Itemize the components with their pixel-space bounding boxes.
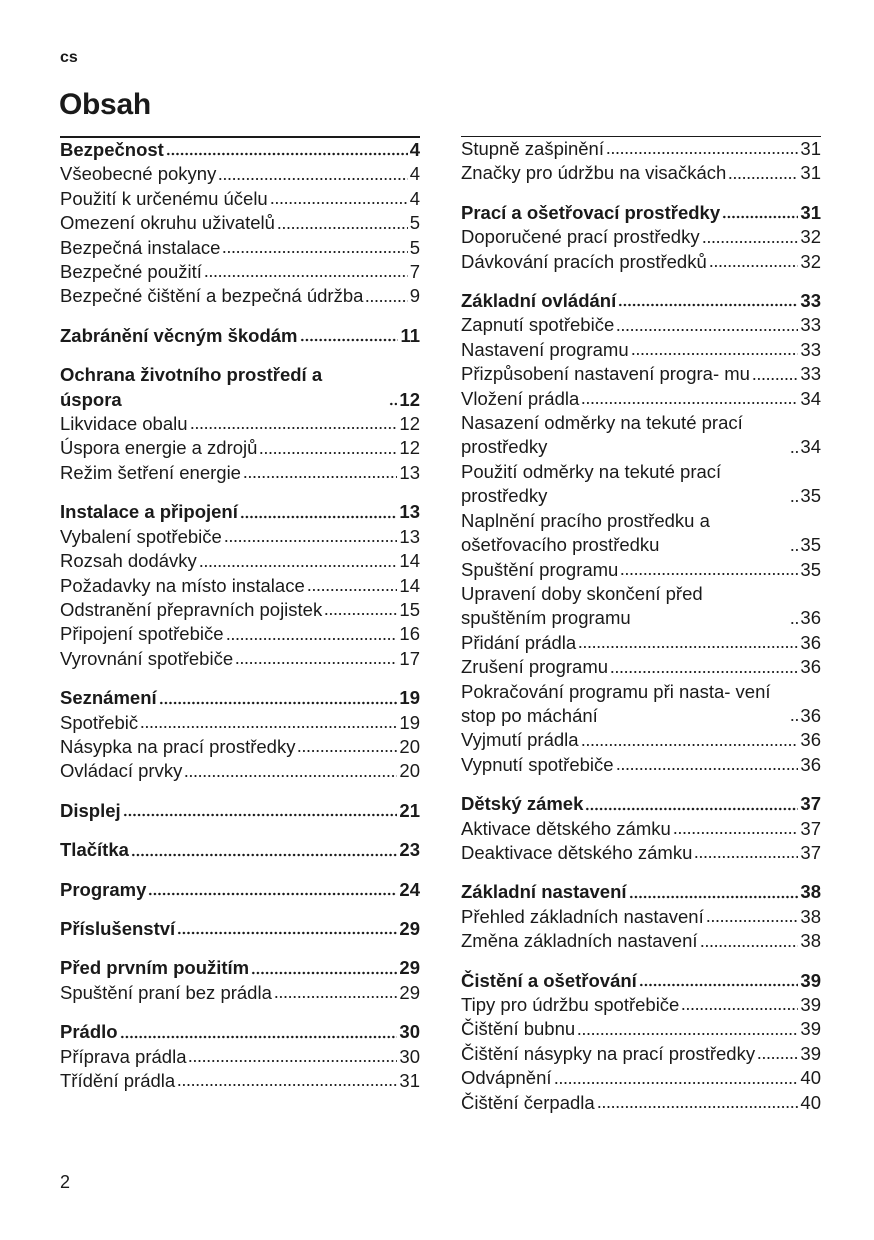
- dot-leader: [148, 892, 397, 896]
- toc-entry[interactable]: [60, 759, 420, 783]
- toc-entry-page: 33: [800, 314, 821, 336]
- toc-entry-title: Vyjmutí prádla: [461, 729, 579, 751]
- dot-leader: [578, 645, 798, 649]
- toc-entry-page: 4: [409, 163, 420, 185]
- toc-heading-entry[interactable]: [60, 363, 420, 412]
- dot-leader: [190, 426, 398, 430]
- dot-leader: [218, 177, 407, 181]
- toc-entry[interactable]: [60, 647, 420, 671]
- toc-entry-page: 13: [399, 525, 420, 547]
- dot-leader: [790, 450, 798, 454]
- dot-leader: [240, 515, 398, 519]
- toc-entry-title: Prádlo: [60, 1021, 118, 1043]
- dot-leader: [694, 855, 798, 859]
- toc-entry[interactable]: [461, 313, 821, 337]
- toc-entry[interactable]: [461, 753, 821, 777]
- toc-entry-title: Displej: [60, 799, 121, 821]
- toc-entry-title: Příslušenství: [60, 917, 176, 939]
- toc-entry-page: 39: [800, 994, 821, 1015]
- dot-leader: [673, 831, 799, 835]
- toc-heading-entry[interactable]: [60, 838, 420, 862]
- dot-leader: [120, 1035, 398, 1039]
- toc-entry[interactable]: [60, 412, 420, 436]
- toc-entry-page: 11: [400, 324, 420, 346]
- toc-entry-page: 34: [800, 387, 821, 409]
- dot-leader: [243, 475, 397, 479]
- toc-entry[interactable]: [461, 929, 821, 953]
- toc-entry-title: Nasazení odměrky na tekuté prací prostředky: [461, 412, 743, 458]
- dot-leader: [251, 971, 397, 975]
- toc-entry[interactable]: [461, 161, 821, 185]
- toc-entry-title: Před prvním použitím: [60, 957, 250, 979]
- dot-leader: [639, 983, 799, 987]
- toc-entry-page: 12: [399, 413, 420, 435]
- toc-entry-page: 29: [399, 981, 420, 1003]
- dot-leader: [700, 944, 799, 948]
- toc-entry[interactable]: [461, 558, 821, 582]
- toc-entry[interactable]: [461, 993, 821, 1017]
- toc-entry-title: Zapnutí spotřebiče: [461, 314, 615, 336]
- toc-entry-title: Seznámení: [60, 687, 157, 709]
- toc-entry-page: 37: [800, 817, 821, 839]
- dot-leader: [300, 338, 399, 342]
- toc-entry-page: 30: [399, 1021, 420, 1043]
- toc-entry-title: Zabránění věcným škodám: [60, 324, 298, 346]
- toc-section: [60, 956, 420, 1020]
- toc-entry-title: Vybalení spotřebiče: [60, 525, 222, 547]
- toc-entry-page: 14: [399, 550, 420, 572]
- toc-entry[interactable]: [60, 598, 420, 622]
- toc-entry[interactable]: [60, 525, 420, 549]
- dot-leader: [620, 572, 798, 576]
- toc-entry-page: 31: [800, 201, 821, 223]
- toc-section: [60, 878, 420, 917]
- toc-entry-page: 23: [399, 839, 420, 861]
- dot-leader: [606, 151, 798, 155]
- dot-leader: [270, 201, 408, 205]
- toc-entry-title: Dávkování pracích prostředků: [461, 250, 707, 272]
- toc-entry-page: 36: [800, 753, 821, 775]
- toc-heading-entry[interactable]: [60, 138, 420, 162]
- dot-leader: [389, 402, 397, 406]
- dot-leader: [722, 215, 798, 219]
- toc-heading-entry[interactable]: [461, 289, 821, 313]
- toc-entry-title: Požadavky na místo instalace: [60, 574, 305, 596]
- toc-entry-title: Tipy pro údržbu spotřebiče: [461, 994, 680, 1015]
- toc-entry-title: Stupně zašpinění: [461, 138, 604, 159]
- dot-leader: [159, 701, 398, 705]
- toc-entry-title: Základní nastavení: [461, 881, 627, 903]
- toc-section: [60, 138, 420, 324]
- toc-entry-page: 33: [800, 363, 821, 385]
- toc-entry[interactable]: [60, 549, 420, 573]
- toc-entry-title: Spotřebič: [60, 711, 139, 733]
- toc-entry-page: 36: [800, 631, 821, 653]
- dot-leader: [752, 377, 798, 381]
- dot-leader: [226, 637, 398, 641]
- toc-entry-page: 4: [409, 187, 420, 209]
- toc-entry-title: Zrušení programu: [461, 656, 609, 678]
- dot-leader: [706, 919, 799, 923]
- dot-leader: [616, 767, 799, 771]
- toc-entry-title: Odstranění přepravních pojistek: [60, 598, 323, 620]
- toc-entry-page: 4: [409, 139, 420, 160]
- dot-leader: [222, 250, 407, 254]
- dot-leader: [597, 1105, 799, 1109]
- toc-entry[interactable]: [60, 1069, 420, 1093]
- dot-leader: [140, 725, 397, 729]
- dot-leader: [131, 853, 398, 857]
- toc-entry-title: Bezpečné použití: [60, 261, 202, 283]
- toc-section: [60, 838, 420, 877]
- page-number: 2: [60, 1172, 71, 1192]
- toc-entry-title: Připojení spotřebiče: [60, 623, 224, 645]
- toc-entry-page: 5: [409, 212, 420, 234]
- toc-entry-title: Čištění bubnu: [461, 1018, 576, 1040]
- toc-entry-page: 29: [399, 917, 420, 939]
- toc-entry[interactable]: [461, 817, 821, 841]
- toc-entry-page: 39: [800, 969, 821, 991]
- toc-entry-page: 32: [800, 250, 821, 272]
- toc-entry-title: Omezení okruhu uživatelů: [60, 212, 275, 234]
- toc-section: [60, 324, 420, 363]
- dot-leader: [204, 274, 408, 278]
- toc-right-column: [461, 136, 821, 1130]
- toc-entry-page: 17: [399, 647, 420, 669]
- toc-entry-page: 5: [409, 236, 420, 258]
- toc-entry-page: 31: [800, 162, 821, 184]
- toc-entry[interactable]: [461, 460, 821, 509]
- toc-entry-page: 19: [399, 711, 420, 733]
- toc-entry-title: Spuštění programu: [461, 558, 619, 580]
- toc-entry[interactable]: [461, 338, 821, 362]
- dot-leader: [297, 749, 397, 753]
- dot-leader: [709, 264, 799, 268]
- toc-entry-page: 20: [399, 760, 420, 782]
- dot-leader: [577, 1032, 798, 1036]
- toc-entry-title: Bezpečné čištění a bezpečná údržba: [60, 285, 364, 307]
- toc-entry-title: Bezpečnost: [60, 139, 164, 160]
- toc-entry-page: 37: [800, 841, 821, 863]
- toc-entry-title: Přehled základních nastavení: [461, 905, 704, 927]
- dot-leader: [631, 352, 799, 356]
- toc-entry-title: Vyrovnání spotřebiče: [60, 647, 234, 669]
- toc-entry-title: Dětský zámek: [461, 793, 584, 815]
- toc-entry-page: 40: [800, 1091, 821, 1113]
- toc-entry-title: Úspora energie a zdrojů: [60, 437, 258, 459]
- dot-leader: [790, 718, 798, 722]
- toc-entry-page: 9: [409, 285, 420, 307]
- toc-entry-page: 13: [399, 461, 420, 483]
- toc-entry-title: Všeobecné pokyny: [60, 163, 217, 185]
- toc-entry-page: 24: [399, 878, 420, 900]
- toc-heading-entry[interactable]: [60, 500, 420, 524]
- toc-entry[interactable]: [60, 735, 420, 759]
- toc-entry-title: Třídění prádla: [60, 1070, 176, 1091]
- dot-leader: [224, 539, 398, 543]
- toc-entry-title: Odvápnění: [461, 1067, 552, 1089]
- toc-entry-page: 32: [800, 226, 821, 248]
- toc-entry-title: Pokračování programu při nasta- vení stop po máchání: [461, 680, 771, 726]
- toc-entry-title: Deaktivace dětského zámku: [461, 841, 693, 863]
- dot-leader: [199, 564, 398, 568]
- toc-entry-title: Aktivace dětského zámku: [461, 817, 671, 839]
- dot-leader: [790, 621, 798, 625]
- toc-section: [461, 792, 821, 880]
- dot-leader: [618, 303, 798, 307]
- toc-entry[interactable]: [60, 622, 420, 646]
- toc-entry-title: Čištění násypky na prací prostředky: [461, 1042, 756, 1064]
- toc-entry[interactable]: [461, 250, 821, 274]
- toc-entry-page: 14: [399, 574, 420, 596]
- toc-heading-entry[interactable]: [60, 878, 420, 902]
- toc-entry[interactable]: [461, 841, 821, 865]
- toc-entry-page: 33: [800, 290, 821, 312]
- toc-entry-title: Spuštění praní bez prádla: [60, 981, 272, 1003]
- toc-entry-title: Násypka na prací prostředky: [60, 735, 296, 757]
- toc-entry-page: 39: [800, 1042, 821, 1064]
- toc-entry-title: Naplnění pracího prostředku a ošetřovacího prostředku: [461, 509, 710, 556]
- dot-leader: [166, 152, 408, 156]
- toc-entry-page: 36: [800, 729, 821, 751]
- toc-entry-page: 29: [399, 957, 420, 979]
- toc-entry-page: 38: [800, 881, 821, 903]
- toc-entry-page: 21: [399, 799, 420, 821]
- toc-entry[interactable]: [461, 680, 821, 729]
- language-code: cs: [60, 49, 78, 66]
- toc-entry-title: Ochrana životního prostředí a úspora: [60, 364, 323, 410]
- toc-entry-page: 31: [800, 138, 821, 159]
- toc-entry-page: 19: [399, 687, 420, 709]
- dot-leader: [629, 895, 799, 899]
- dot-leader: [324, 612, 397, 616]
- dot-leader: [581, 401, 798, 405]
- toc-heading-entry[interactable]: [461, 792, 821, 816]
- toc-entry-page: 15: [399, 598, 420, 620]
- toc-entry[interactable]: [60, 436, 420, 460]
- toc-entry-page: 31: [399, 1070, 420, 1091]
- toc-section: [60, 799, 420, 838]
- page-title: Obsah: [59, 88, 151, 121]
- dot-leader: [235, 661, 397, 665]
- toc-entry-page: 35: [800, 485, 821, 507]
- toc-entry[interactable]: [461, 137, 821, 161]
- toc-entry[interactable]: [461, 1017, 821, 1041]
- toc-entry-page: 34: [800, 436, 821, 458]
- dot-leader: [188, 1059, 397, 1063]
- toc-entry-title: Doporučené prací prostředky: [461, 226, 700, 248]
- toc-entry[interactable]: [461, 582, 821, 631]
- toc-entry[interactable]: [461, 631, 821, 655]
- dot-leader: [610, 670, 798, 674]
- toc-heading-entry[interactable]: [60, 1020, 420, 1044]
- toc-left-column: [60, 136, 420, 1108]
- toc-entry-title: Vypnutí spotřebiče: [461, 753, 614, 775]
- toc-entry[interactable]: [60, 284, 420, 308]
- dot-leader: [681, 1007, 798, 1011]
- toc-entry-title: Použití k určenému účelu: [60, 187, 268, 209]
- toc-entry[interactable]: [461, 411, 821, 460]
- toc-heading-entry[interactable]: [60, 956, 420, 980]
- toc-entry[interactable]: [461, 362, 821, 386]
- toc-section: [461, 201, 821, 289]
- toc-entry[interactable]: [461, 1091, 821, 1115]
- toc-entry[interactable]: [461, 1042, 821, 1066]
- dot-leader: [554, 1081, 799, 1085]
- toc-entry[interactable]: [60, 260, 420, 284]
- toc-entry-title: Režim šetření energie: [60, 461, 241, 483]
- toc-entry-title: Vložení prádla: [461, 387, 580, 409]
- dot-leader: [757, 1056, 798, 1060]
- toc-entry-title: Příprava prádla: [60, 1045, 187, 1067]
- toc-section: [461, 289, 821, 792]
- toc-entry-page: 38: [800, 905, 821, 927]
- toc-entry[interactable]: [60, 211, 420, 235]
- toc-entry-title: Likvidace obalu: [60, 413, 188, 435]
- toc-entry-page: 35: [800, 558, 821, 580]
- dot-leader: [177, 931, 397, 935]
- toc-entry-page: 12: [399, 437, 420, 459]
- dot-leader: [581, 743, 799, 747]
- toc-entry-title: Upravení doby skončení před spuštěním programu: [461, 582, 703, 629]
- toc-entry-page: 39: [800, 1018, 821, 1040]
- toc-entry[interactable]: [60, 461, 420, 485]
- toc-heading-entry[interactable]: [461, 201, 821, 225]
- toc-entry[interactable]: [461, 655, 821, 679]
- toc-entry-title: Prací a ošetřovací prostředky: [461, 201, 721, 223]
- dot-leader: [177, 1083, 397, 1087]
- toc-heading-entry[interactable]: [60, 324, 420, 348]
- toc-entry-title: Přidání prádla: [461, 631, 577, 653]
- toc-entry[interactable]: [461, 509, 821, 558]
- toc-entry-title: Přizpůsobení nastavení progra- mu: [461, 363, 750, 385]
- toc-entry-title: Použití odměrky na tekuté prací prostředky: [461, 460, 722, 507]
- toc-entry[interactable]: [60, 162, 420, 186]
- toc-entry[interactable]: [60, 236, 420, 260]
- dot-leader: [274, 995, 398, 999]
- dot-leader: [790, 499, 798, 503]
- toc-entry-page: 30: [399, 1045, 420, 1067]
- toc-entry[interactable]: [60, 711, 420, 735]
- toc-entry-page: 35: [800, 534, 821, 556]
- toc-section: [60, 1020, 420, 1108]
- dot-leader: [365, 299, 407, 303]
- toc-entry[interactable]: [60, 981, 420, 1005]
- toc-entry-title: Čištění čerpadla: [461, 1091, 595, 1113]
- toc-entry-page: 36: [800, 656, 821, 678]
- toc-heading-entry[interactable]: [60, 799, 420, 823]
- toc-section: [60, 686, 420, 799]
- toc-entry-title: Instalace a připojení: [60, 501, 238, 523]
- toc-section: [60, 500, 420, 686]
- toc-entry-page: 36: [800, 607, 821, 629]
- toc-heading-entry[interactable]: [60, 686, 420, 710]
- toc-section: [461, 137, 821, 201]
- toc-section: [461, 880, 821, 968]
- toc-section: [461, 969, 821, 1130]
- toc-section: [60, 917, 420, 956]
- toc-entry[interactable]: [461, 387, 821, 411]
- dot-leader: [123, 813, 398, 817]
- dot-leader: [702, 240, 799, 244]
- toc-entry-title: Ovládací prvky: [60, 760, 183, 782]
- toc-heading-entry[interactable]: [461, 880, 821, 904]
- toc-entry[interactable]: [461, 905, 821, 929]
- toc-heading-entry[interactable]: [60, 917, 420, 941]
- toc-entry-title: Bezpečná instalace: [60, 236, 221, 258]
- toc-entry-title: Nastavení programu: [461, 338, 629, 360]
- toc-entry-page: 38: [800, 930, 821, 952]
- dot-leader: [259, 451, 397, 455]
- toc-entry-page: 13: [399, 501, 420, 523]
- toc-entry-title: Čistění a ošetřování: [461, 969, 637, 991]
- toc-entry-title: Značky pro údržbu na visačkách: [461, 162, 727, 184]
- toc-entry-page: 12: [399, 388, 420, 410]
- toc-entry-title: Rozsah dodávky: [60, 550, 197, 572]
- toc-entry-page: 36: [800, 704, 821, 726]
- dot-leader: [307, 588, 398, 592]
- toc-entry-title: Změna základních nastavení: [461, 930, 698, 952]
- toc-entry[interactable]: [60, 1045, 420, 1069]
- toc-entry-page: 20: [399, 735, 420, 757]
- toc-entry-page: 33: [800, 338, 821, 360]
- dot-leader: [184, 774, 397, 778]
- toc-entry-title: Programy: [60, 878, 147, 900]
- dot-leader: [616, 328, 798, 332]
- toc-entry[interactable]: [60, 574, 420, 598]
- toc-entry[interactable]: [60, 187, 420, 211]
- toc-entry-title: Základní ovládání: [461, 290, 617, 312]
- toc-section: [60, 363, 420, 500]
- toc-entry-page: 40: [800, 1067, 821, 1089]
- toc-entry[interactable]: [461, 225, 821, 249]
- dot-leader: [790, 548, 798, 552]
- toc-entry-page: 37: [800, 793, 821, 815]
- dot-leader: [277, 226, 408, 230]
- toc-entry-title: Tlačítka: [60, 839, 129, 861]
- dot-leader: [728, 176, 798, 180]
- toc-heading-entry[interactable]: [461, 969, 821, 993]
- dot-leader: [585, 807, 798, 811]
- toc-entry[interactable]: [461, 728, 821, 752]
- toc-entry-page: 7: [409, 261, 420, 283]
- toc-entry-page: 16: [399, 623, 420, 645]
- toc-entry[interactable]: [461, 1066, 821, 1090]
